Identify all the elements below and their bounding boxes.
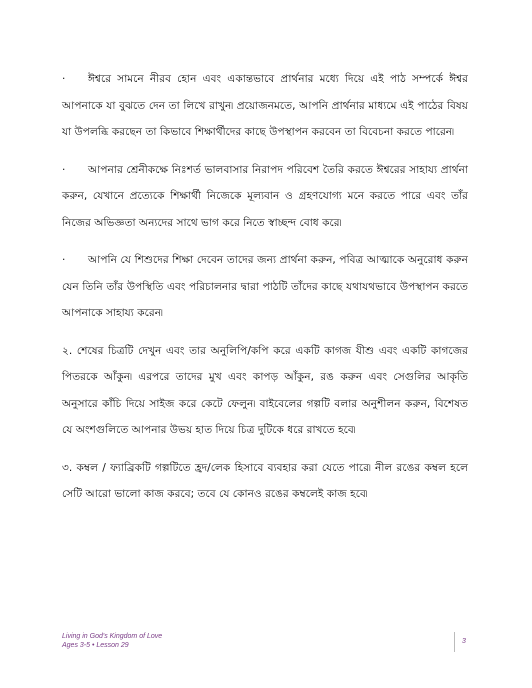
bullet-paragraph-2 [62,157,468,237]
numbered-paragraph-3 [62,455,468,508]
document-body [62,66,468,519]
bullet-paragraph-3 [62,247,468,327]
paragraph-text: ২. শেষের চিত্রটি দেখুন এবং তার অনুলিপি/কপি করে একটি কাগজ যীশু এবং একটি কাগজের পিতরকে আঁকুন৷ এরপরে তাদের মুখ এবং কাপড় আঁকুন, রঙ করুন এবং সেগুলির আকৃতি অনুসারে কাঁচি দিয়ে সাইজ করে কেটে ফেলুন৷ বাইবেলের গল্পটি বলার অনুশীলন করুন, বিশেষত যে অংশগুলিতে আপনার উভয় হাত দিয়ে চিত্র দুটিকে ধরে রাখতে হবে৷ [62,344,468,436]
numbered-paragraph-2 [62,338,468,444]
paragraph-text: আপনার শ্রেনীকক্ষে নিঃশর্ত ভালবাসার নিরাপদ পরিবেশ তৈরি করতে ঈশ্বরের সাহায্য প্রার্থনা করুন, যেখানে প্রত্যেকে শিক্ষার্থী নিজেকে মূল্যবান ও গ্রহণযোগ্য মনে করতে পারে এবং তাঁর নিজের অভিজ্ঞতা অন্যদের সাথে ভাগ করে নিতে স্বাচ্ছন্দ বোধ করে৷ [62,163,468,229]
paragraph-text: ঈশ্বরে সামনে নীরব হোন এবং একান্তভাবে প্রার্থনার মধ্যে দিয়ে এই পাঠ সম্পর্কে ঈশ্বর আপনাকে যা বুঝতে দেন তা লিখে রাখুন৷ প্রয়োজনমতে, আপনি প্রার্থনার মাধ্যমে এই পাঠের বিষয় যা উপলব্ধি করছেন তা কিভাবে শিক্ষার্থীদের কাছে উপস্থাপন করবেন তা বিবেচনা করতে পারেন৷ [62,73,468,138]
bullet-marker: · [62,73,66,85]
page-footer [62,632,482,672]
footer-lesson-info: Ages 3-5 • Lesson 29 [62,642,129,649]
paragraph-text: আপনি যে শিশুদের শিক্ষা দেবেন তাদের জন্য প্রার্থনা করুন, পবিত্র আত্মাকে অনুরোধ করুন যেন তিনি তাঁর উপস্থিতি এবং পরিচালনার দ্বারা পাঠটি তাঁদের কাছে যথাযথভাবে উপস্থাপন করতে আপনাকে সাহায্য করেন৷ [62,254,468,319]
bullet-paragraph-1 [62,66,468,146]
footer-divider [454,632,455,652]
bullet-marker: · [62,254,66,266]
paragraph-text: ৩. কম্বল / ফ্যাব্রিকটি গল্পটিতে হ্রদ/লেক হিসাবে ব্যবহার করা যেতে পারে৷ নীল রঙের কম্বল হলে সেটি আরো ভালো কাজ করবে; তবে যে কোনও রঙের কম্বলেই কাজ হবে৷ [62,461,468,500]
bullet-marker: · [62,163,66,176]
footer-series-title: Living in God's Kingdom of Love [62,633,163,640]
page-number: 3 [462,638,466,645]
